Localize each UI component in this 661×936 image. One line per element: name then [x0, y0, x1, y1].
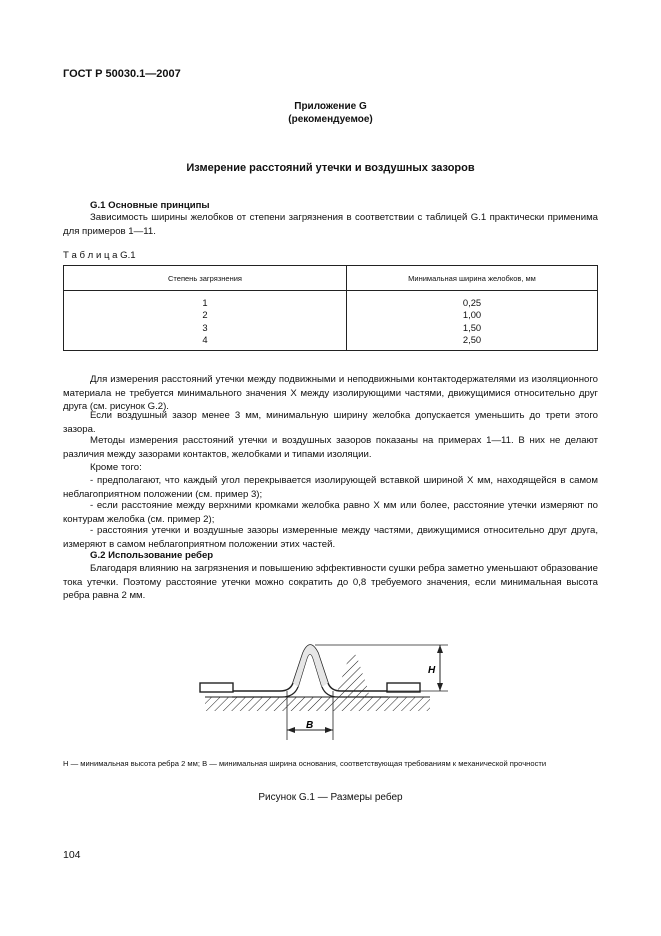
table-caption: Т а б л и ц а G.1 — [63, 250, 136, 261]
table-row — [64, 309, 598, 321]
table-cell: 1 — [64, 291, 347, 310]
table-header-pollution: Степень загрязнения — [64, 266, 347, 291]
body-paragraph-1: Для измерения расстояний утечки между подвижными и неподвижными контактодержателями из изоляционного материала не требуется минимального значения X между изолирующими частями, движущимися относительно друг друга (см. рисунок G.2). — [63, 374, 598, 413]
table-row — [64, 322, 598, 334]
body-paragraph-6: - если расстояние между верхними кромками желобка равно X мм или более, расстояние утечки измеряют по контурам желобка (см. пример 2); — [63, 500, 598, 525]
body-paragraph-3: Методы измерения расстояний утечки и воздушных зазоров показаны на примерах 1—11. В них не делают различия между зазорами контактов, желобками и типами изоляции. — [63, 435, 598, 460]
table-cell: 2,50 — [347, 334, 598, 351]
page-number: 104 — [63, 849, 81, 861]
table-cell: 1,50 — [347, 322, 598, 334]
appendix-title: Приложение G — [294, 101, 367, 112]
figure-note: H — минимальная высота ребра 2 мм; B — минимальная ширина основания, соответствующая требованиям к механической прочности — [63, 759, 547, 768]
g2-heading: G.2 Использование ребер — [90, 550, 214, 561]
body-paragraph-7: - расстояния утечки и воздушные зазоры измеренные между частями, движущимися относительно друг друга, измеряют в самом неблагоприятном положении этих частей. — [63, 525, 598, 550]
pollution-table — [63, 265, 598, 351]
section-title: Измерение расстояний утечки и воздушных зазоров — [186, 162, 475, 174]
table-cell: 2 — [64, 309, 347, 321]
table-cell: 0,25 — [347, 291, 598, 310]
table-cell: 3 — [64, 322, 347, 334]
g1-text: Зависимость ширины желобков от степени загрязнения в соответствии с таблицей G.1 практически применима для примеров 1—11. — [63, 212, 598, 237]
base-width-label: B — [306, 720, 314, 731]
body-paragraph-2: Если воздушный зазор менее 3 мм, минимальную ширину желобка допускается уменьшить до трети этого зазора. — [63, 410, 598, 435]
table-cell: 4 — [64, 334, 347, 351]
rib-dimensions-figure — [190, 625, 460, 745]
table-cell: 1,00 — [347, 309, 598, 321]
g1-heading: G.1 Основные принципы — [90, 200, 210, 211]
body-paragraph-4: Кроме того: — [90, 462, 142, 473]
g2-text: Благодаря влиянию на загрязнения и повышению эффективности сушки ребра заметно уменьшают образование тока утечки. Поэтому расстояние утечки можно сократить до 0,8 требуемого значения, если минимальная высота ребра равна 2 мм. — [63, 563, 599, 602]
appendix-subtitle: (рекомендуемое) — [288, 114, 373, 125]
table-row — [64, 291, 598, 310]
table-row — [64, 334, 598, 351]
standard-header: ГОСТ Р 50030.1—2007 — [63, 68, 181, 80]
figure-caption: Рисунок G.1 — Размеры ребер — [258, 792, 403, 803]
height-label: H — [428, 665, 436, 676]
body-paragraph-5: - предполагают, что каждый угол перекрывается изолирующей вставкой шириной X мм, находящейся в самом неблагоприятном положении (см. пример 3); — [63, 475, 598, 500]
table-header-width: Минимальная ширина желобков, мм — [347, 266, 598, 291]
